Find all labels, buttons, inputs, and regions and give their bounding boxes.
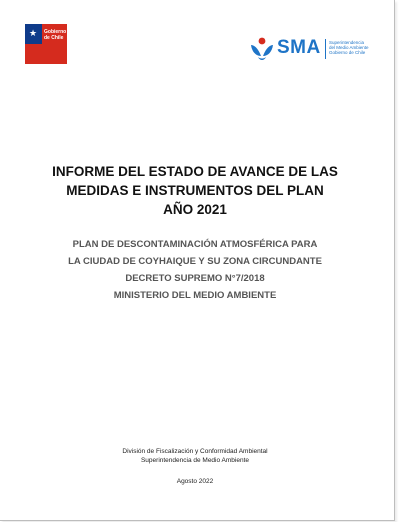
title-line-3: AÑO 2021: [163, 202, 227, 217]
sma-emblem-icon: [249, 36, 275, 62]
sma-logo: [249, 36, 369, 62]
title-line-2: MEDIDAS E INSTRUMENTOS DEL PLAN: [66, 183, 324, 198]
title-line-1: INFORME DEL ESTADO DE AVANCE DE LAS: [52, 164, 338, 179]
sma-desc-line2: del Medio Ambiente: [329, 45, 369, 51]
gobierno-de-chile-logo: [25, 24, 67, 64]
subtitle-line-1: PLAN DE DESCONTAMINACIÓN ATMOSFÉRICA PARA: [72, 239, 318, 250]
subtitle-line-3: DECRETO SUPREMO N°7/2018: [125, 273, 265, 284]
footer-date: Agosto 2022: [176, 478, 214, 485]
gobierno-logo-line1: Gobierno: [44, 29, 67, 35]
sma-description: [329, 40, 369, 56]
sma-divider: [325, 39, 326, 59]
gobierno-logo-text: [44, 30, 66, 41]
subtitle-line-2: LA CIUDAD DE COYHAIQUE Y SU ZONA CIRCUNDANTE: [68, 256, 322, 267]
footer-institution: Superintendencia de Medio Ambiente: [140, 457, 250, 464]
subtitle-line-4: MINISTERIO DEL MEDIO AMBIENTE: [113, 290, 277, 301]
footer-division: División de Fiscalización y Conformidad Ambiental: [122, 448, 268, 455]
gobierno-logo-line2: de Chile: [44, 34, 64, 41]
sma-desc-line1: Superintendencia: [329, 40, 365, 45]
sma-wordmark: SMA: [277, 37, 321, 58]
sma-desc-line3: Gobierno de Chile: [329, 50, 366, 56]
star-icon: ★: [29, 28, 38, 38]
